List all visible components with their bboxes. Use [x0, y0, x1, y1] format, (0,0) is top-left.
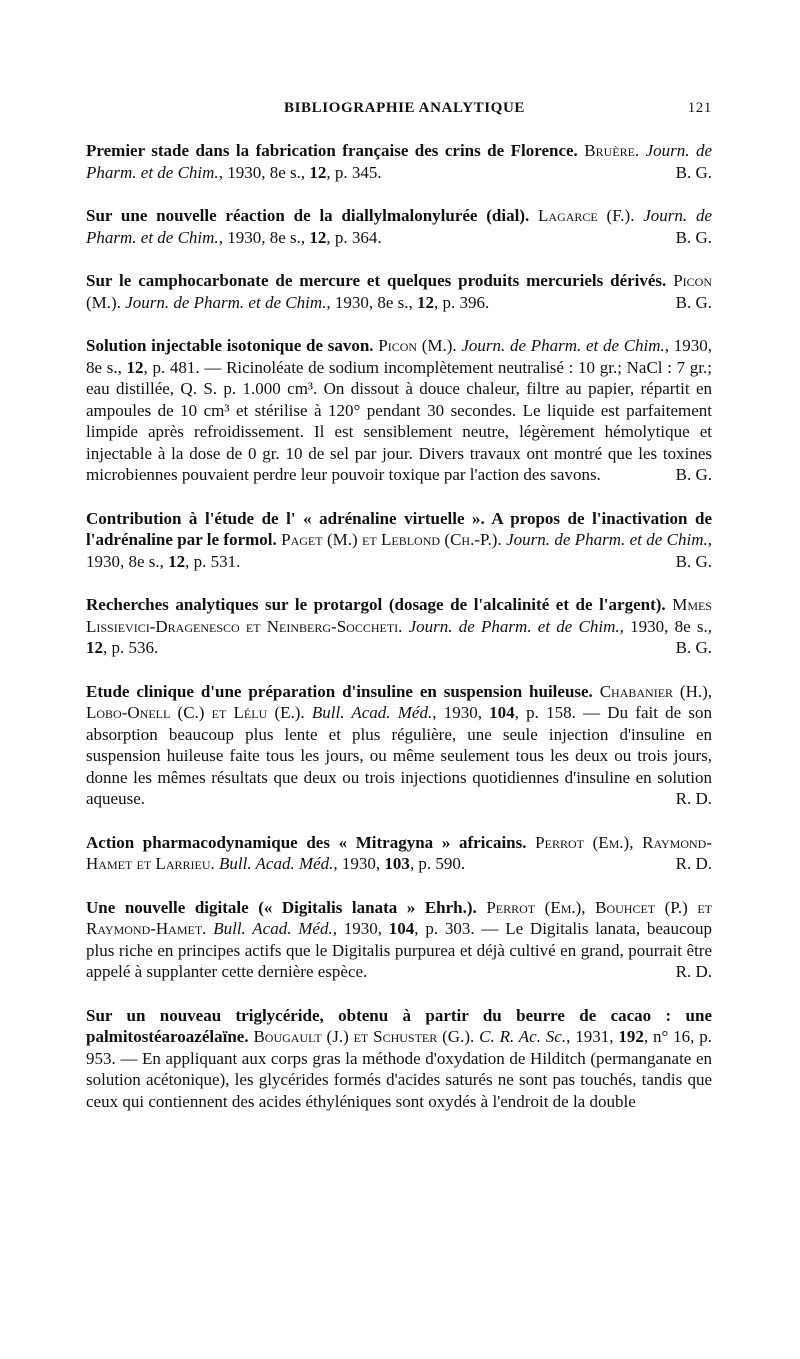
entry-title: Premier stade dans la fabrication française des crins de Florence. — [86, 141, 578, 160]
entry-ref-a: , 1930, 8e s., — [218, 162, 310, 182]
entry-title: Une nouvelle digitale (« Digitalis lanata » Ehrh.). — [86, 897, 477, 917]
bibliography-entry — [86, 1005, 712, 1113]
entry-volume: 12 — [126, 357, 144, 377]
entry-title: Etude clinique d'une préparation d'insuline en suspension huileuse. — [86, 681, 593, 701]
entry-initials: B. G. — [675, 638, 712, 657]
entry-ref-b: , p. 536. — [103, 638, 159, 657]
entry-volume: 12 — [168, 551, 186, 571]
entry-authors: Bruère. — [584, 141, 640, 160]
page-number: 121 — [687, 100, 712, 116]
entry-volume: 12 — [309, 227, 327, 247]
entry-volume: 192 — [618, 1027, 644, 1046]
entry-title: Solution injectable isotonique de savon. — [86, 336, 374, 355]
entry-body: — Le Digitalis lanata, beaucoup plus riche en principes actifs que le Digitalis purpurea et déjà cultivé en grand, pourrait être appelé à supplanter cette dernière espèce. — [86, 919, 713, 981]
entry-journal: Journ. de Pharm. et de Chim. — [86, 206, 713, 247]
bibliography-list — [86, 140, 712, 1134]
entry-journal: C. R. Ac. Sc. — [479, 1027, 567, 1046]
bibliography-entry — [86, 897, 712, 983]
entry-volume: 104 — [388, 919, 415, 938]
entry-title: Action pharmacodynamique des « Mitragyna » africains. — [86, 832, 527, 852]
bibliography-entry — [86, 681, 712, 810]
entry-ref-a: , 1930, 8e s., — [86, 336, 712, 377]
bibliography-entry — [86, 508, 712, 573]
entry-authors: Bougault (J.) et Schuster (G.). — [253, 1027, 475, 1046]
entry-ref-a: , 1930, — [432, 703, 490, 722]
entry-ref-b: , p. 396. — [434, 292, 490, 312]
bibliography-entry — [86, 205, 712, 248]
entry-ref-a: , 1930, 8e s., — [218, 227, 310, 247]
running-header — [86, 100, 712, 117]
entry-body: — Du fait de son absorption beaucoup plus lente et plus régulière, une seule injection d'insuline en suspension huileuse faite tous les jours, ou même seulement tous les deux ou trois jours, donne les mêmes résultats que deux ou trois injections quotidiennes d'insuline en solution aqueuse. — [86, 703, 713, 808]
entry-title: Sur un nouveau triglycéride, obtenu à partir du beurre de cacao : une palmitostéaroazélaïne. — [86, 1005, 712, 1046]
entry-body: — En appliquant aux corps gras la méthode d'oxydation de Hilditch (permanganate en solution acétonique), les glycérides formés d'acides saturés ne sont pas touchés, tandis que ceux qui contiennent des acides éthyléniques sont oxydés à l'endroit de la double — [86, 1048, 712, 1111]
entry-ref-b: , p. 590. — [409, 854, 466, 873]
entry-journal: Journ. de Pharm. et de Chim. — [86, 141, 712, 182]
entry-title: Recherches analytiques sur le protargol (dosage de l'alcalinité et de l'argent). — [86, 595, 666, 614]
bibliography-entry — [86, 832, 712, 875]
entry-ref-b: , p. 345. — [326, 162, 382, 182]
entry-title: Contribution à l'étude de l' « adrénaline virtuelle ». A propos de l'inactivation de l'adrénaline par le formol. — [86, 508, 712, 549]
entry-ref-b: , p. 364. — [326, 227, 382, 247]
entry-authors: Picon (M.). — [86, 271, 712, 312]
entry-authors: Picon (M.). — [378, 336, 457, 355]
entry-journal: Journ. de Pharm. et de Chim. — [408, 616, 620, 636]
entry-authors: Perrot (Em.), Bouhcet (P.) et Raymond-Hamet. — [86, 897, 712, 938]
entry-ref-b: , p. 481. — [143, 357, 200, 377]
entry-ref-b: , p. 158. — [514, 703, 576, 722]
bibliography-entry — [86, 270, 712, 313]
entry-ref-a: , 1930, 8e s., — [86, 530, 713, 571]
entry-initials: R. D. — [675, 789, 712, 808]
entry-initials: R. D. — [675, 962, 712, 981]
bibliography-entry — [86, 335, 712, 486]
entry-authors: Chabanier (H.), Lobo-Onell (C.) et Lélu (E.). — [86, 681, 713, 722]
bibliography-entry — [86, 140, 712, 183]
entry-title: Sur le camphocarbonate de mercure et quelques produits mercuriels dérivés. — [86, 271, 667, 290]
entry-initials: B. G. — [675, 162, 712, 182]
entry-authors: Paget (M.) et Leblond (Ch.-P.). — [281, 530, 502, 549]
entry-journal: Bull. Acad. Méd. — [213, 919, 333, 938]
entry-body: — Ricinoléate de sodium incomplètement neutralisé : 10 gr.; NaCl : 7 gr.; eau distillée, Q. S. p. 1.000 cm³. On dissout à douce chaleur, filtre au papier, répartit en ampoules de 10 cm³ et stérilise à 120° pendant 30 secondes. Le liquide est parfaitement limpide après refroidissement. Il est sensiblement neutre, légèrement hémolytique et injectable à la dose de 0 gr. 10 de sel par jour. Divers travaux ont montré que les toxines microbiennes pouvaient perdre leur pouvoir toxique par l'action des savons. — [86, 357, 712, 484]
entry-volume: 103 — [384, 854, 410, 873]
entry-journal: Journ. de Pharm. et de Chim. — [506, 530, 708, 549]
entry-initials: B. G. — [675, 551, 712, 571]
entry-authors: Mmes Lissievici-Dragenesco et Neinberg-Soccheti. — [86, 595, 712, 636]
entry-authors: Perrot (Em.), Raymond-Hamet et Larrieu. — [86, 832, 713, 873]
entry-ref-a: , 1930, 8e s., — [619, 616, 712, 636]
entry-volume: 12 — [86, 638, 103, 657]
entry-initials: B. G. — [675, 292, 712, 312]
entry-volume: 104 — [489, 703, 515, 722]
entry-authors: Lagarce (F.). — [538, 206, 635, 225]
entry-ref-a: , 1930, 8e s., — [326, 292, 418, 312]
entry-journal: Journ. de Pharm. et de Chim. — [461, 336, 665, 355]
entry-journal: Journ. de Pharm. et de Chim. — [125, 292, 327, 312]
entry-ref-b: , p. 303. — [414, 919, 475, 938]
entry-ref-b: , n° 16, p. 953. — [86, 1027, 712, 1068]
entry-ref-a: , 1930, — [333, 854, 385, 873]
entry-initials: B. G. — [675, 227, 712, 247]
header-title: BIBLIOGRAPHIE ANALYTIQUE — [284, 100, 525, 116]
entry-ref-a: , 1931, — [566, 1027, 619, 1046]
entry-volume: 12 — [417, 292, 435, 312]
entry-journal: Bull. Acad. Méd. — [218, 854, 334, 873]
entry-title: Sur une nouvelle réaction de la diallylmalonylurée (dial). — [86, 206, 530, 225]
bibliography-entry — [86, 594, 712, 659]
entry-journal: Bull. Acad. Méd. — [311, 703, 433, 722]
entry-ref-b: , p. 531. — [185, 551, 241, 571]
entry-initials: R. D. — [675, 854, 712, 873]
entry-initials: B. G. — [675, 465, 712, 484]
entry-ref-a: , 1930, — [332, 919, 389, 938]
entry-volume: 12 — [309, 162, 327, 182]
